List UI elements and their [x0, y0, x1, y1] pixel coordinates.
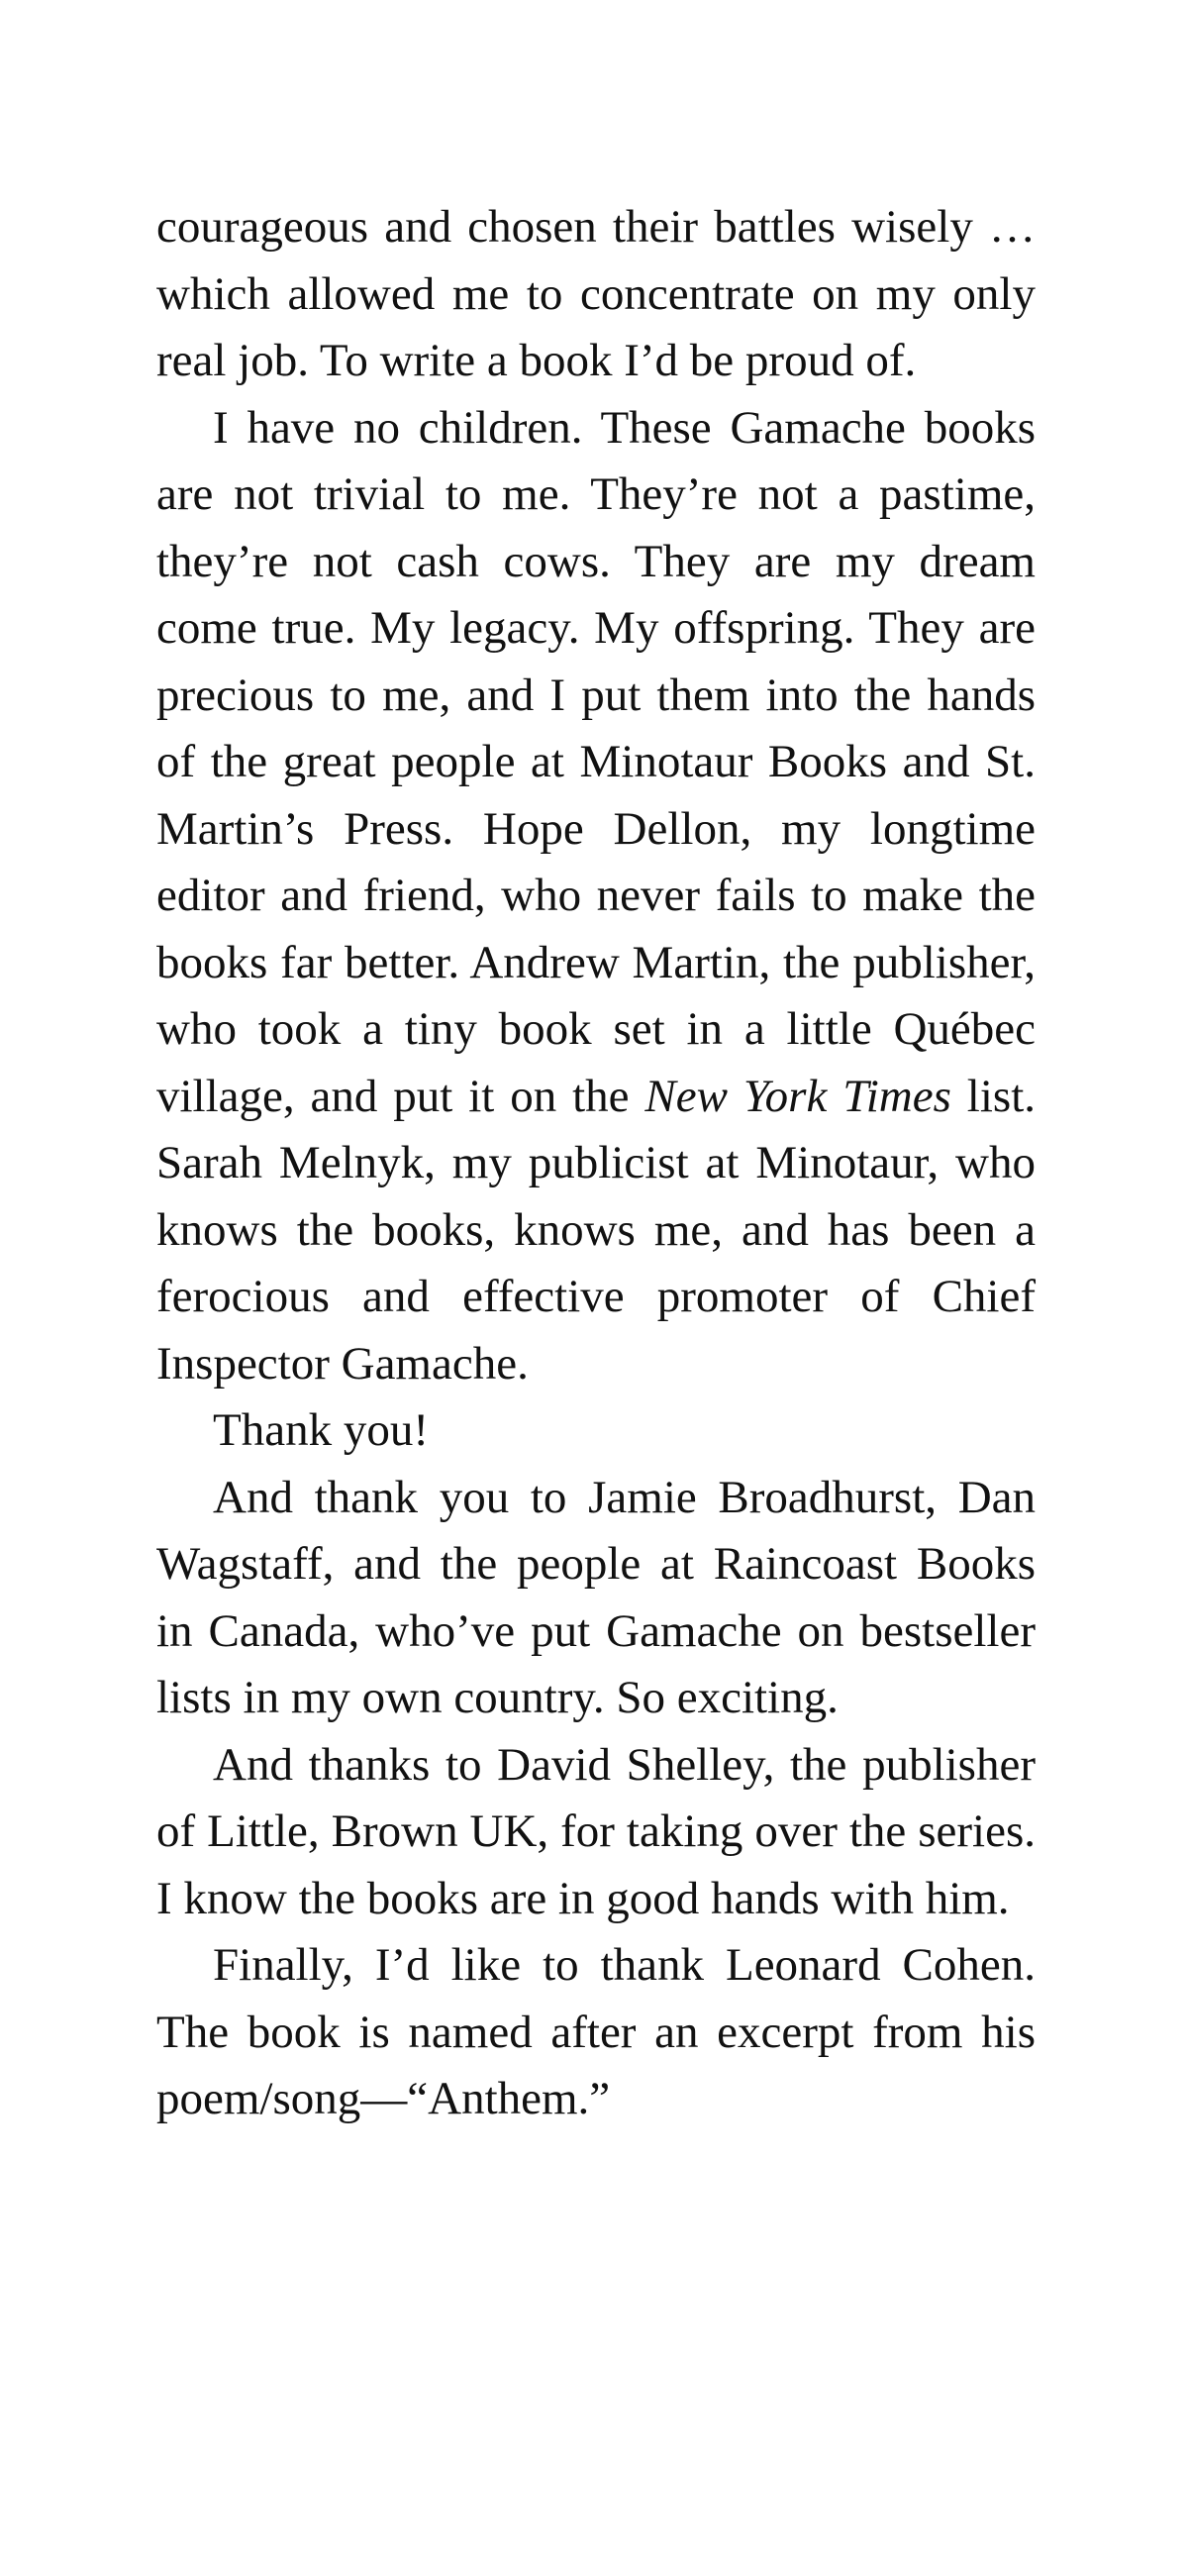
- paragraph-continued: [156, 194, 1036, 395]
- paragraph-raincoast: [156, 1465, 1036, 1732]
- paragraph-text: Finally, I’d like to thank Leonard Cohen. The book is named after an excerpt from his poem/song—“Anthem.”: [156, 1939, 1036, 2124]
- paragraph-thank-you: [156, 1397, 1036, 1465]
- book-title-italic: New York Times: [644, 1070, 951, 1122]
- paragraph-text: And thanks to David Shelley, the publisher of Little, Brown UK, for taking over the series. I know the books are in good hands with him.: [156, 1738, 1036, 1924]
- paragraph-children: [156, 395, 1036, 1398]
- paragraph-text: list. Sarah Melnyk, my publicist at Minotaur, who knows the books, knows me, and has been a ferocious and effective promoter of Chief Inspector Gamache.: [156, 1070, 1037, 1390]
- paragraph-leonard-cohen: [156, 1932, 1036, 2133]
- paragraph-text: I have no children. These Gamache books are not trivial to me. They’re not a pastime, they’re not cash cows. They are my dream come true. My legacy. My offspring. They are precious to me, and I put them into the hands of the great people at Minotaur Books and St. Martin’s Press. Hope Dellon, my longtime editor and friend, who never fails to make the books far better. Andrew Martin, the publisher, who took a tiny book set in a little Québec village, and put it on the: [156, 401, 1036, 1122]
- paragraph-text: Thank you!: [213, 1404, 429, 1456]
- paragraph-little-brown: [156, 1732, 1036, 1933]
- paragraph-text: courageous and chosen their battles wisely … which allowed me to concentrate on my only real job. To write a book I’d be proud of.: [156, 201, 1036, 386]
- book-page: [156, 194, 1036, 2133]
- paragraph-text: And thank you to Jamie Broadhurst, Dan Wagstaff, and the people at Raincoast Books in Canada, who’ve put Gamache on bestseller lists in my own country. So exciting.: [156, 1471, 1036, 1723]
